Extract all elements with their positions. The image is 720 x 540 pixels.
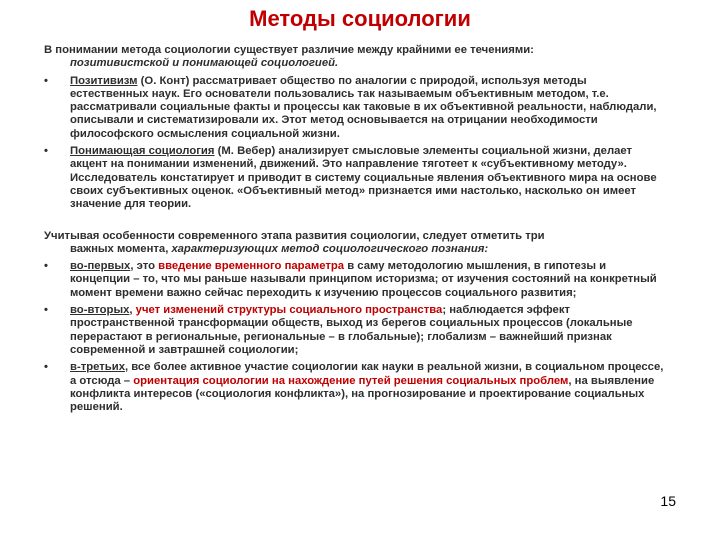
- item-rest: в саму методологию мышления, в гипотезы и концепции – то, что мы раньше называли принципом историзма; от изучения состояний на конкретный момент времени важно сейчас переходить к изучению процессов социального развития;: [70, 260, 657, 299]
- section2-intro-cont: важных момента,: [70, 242, 172, 255]
- highlight-time-parameter: введение временного параметра: [158, 260, 345, 273]
- item-text: (О. Конт) рассматривает общество по аналогии с природой, используя методы естественных наук. Его основатели пользовались так называемым объективным методом, т.е. рассматривали социальные факты и процессы как таковые в их объективной реальности, наблюдали, описывали и систематизировали их. Этот метод основывается на отрицании необходимости философского осмысления социальной жизни.: [70, 74, 657, 140]
- lead-third: в-третьих: [70, 361, 125, 374]
- item-rest: , на выявление конфликта интересов («социология конфликта»), на прогнозирование и проектирование социальных решений.: [70, 374, 655, 414]
- bullet-icon: •: [44, 304, 48, 317]
- item-mid: , это: [130, 260, 159, 273]
- section1-intro-italic: позитивистской и понимающей социологией.: [70, 57, 339, 70]
- page-number: 15: [660, 493, 676, 509]
- item-rest: ; наблюдается эффект пространственной трансформации обществ, выход из берегов социальных процессов (локальные перерастают в региональные, региональные – в глобальные); глобализм – важнейший признак современной и завтрашней социологии;: [70, 304, 633, 356]
- item-text: (М. Вебер) анализирует смысловые элементы социальной жизни, делает акцент на понимании изменений, движений. Это направление тяготеет к «субъективному методу». Исследователь констатирует и приводит в систему социальные явления объективного мира на основе своих субъективных оценок. «Объективный метод» признается ими настолько, насколько он имеет значение для теории.: [70, 145, 657, 211]
- section1-intro: [44, 44, 664, 71]
- section-spacer: [44, 212, 664, 230]
- term-positivism: Позитивизм: [70, 74, 138, 87]
- section2-intro-italic: характеризующих метод социологического познания:: [171, 242, 489, 255]
- list-item-understanding-sociology: [44, 145, 664, 211]
- highlight-social-space: учет изменений структуры социального пространства: [135, 304, 443, 317]
- section2-intro-text: Учитывая особенности современного этапа развития социологии, следует отметить три: [44, 229, 545, 242]
- slide-body: [44, 44, 664, 414]
- lead-second: во-вторых: [70, 304, 130, 317]
- highlight-problem-solving: ориентация социологии на нахождение путей решения социальных проблем: [133, 374, 569, 387]
- section2-intro: [44, 230, 664, 257]
- lead-first: во-первых: [70, 260, 131, 273]
- section1-list: [44, 75, 664, 212]
- bullet-icon: •: [44, 361, 48, 374]
- bullet-icon: •: [44, 145, 48, 158]
- term-understanding-sociology: Понимающая социология: [70, 145, 215, 158]
- slide-title: Методы социологии: [249, 6, 471, 31]
- item-mid: ,: [129, 304, 136, 317]
- item-mid: , все более активное участие социологии как науки в реальной жизни, в социальном процессе, а отсюда –: [70, 361, 664, 387]
- section2-list: [44, 260, 664, 414]
- list-item-positivism: [44, 75, 664, 141]
- bullet-icon: •: [44, 74, 48, 87]
- list-item-third: [44, 361, 664, 414]
- bullet-icon: •: [44, 260, 48, 273]
- section1-intro-text: В понимании метода социологии существует различие между крайними ее течениями:: [44, 44, 534, 56]
- list-item-second: [44, 304, 664, 357]
- list-item-first: [44, 260, 664, 300]
